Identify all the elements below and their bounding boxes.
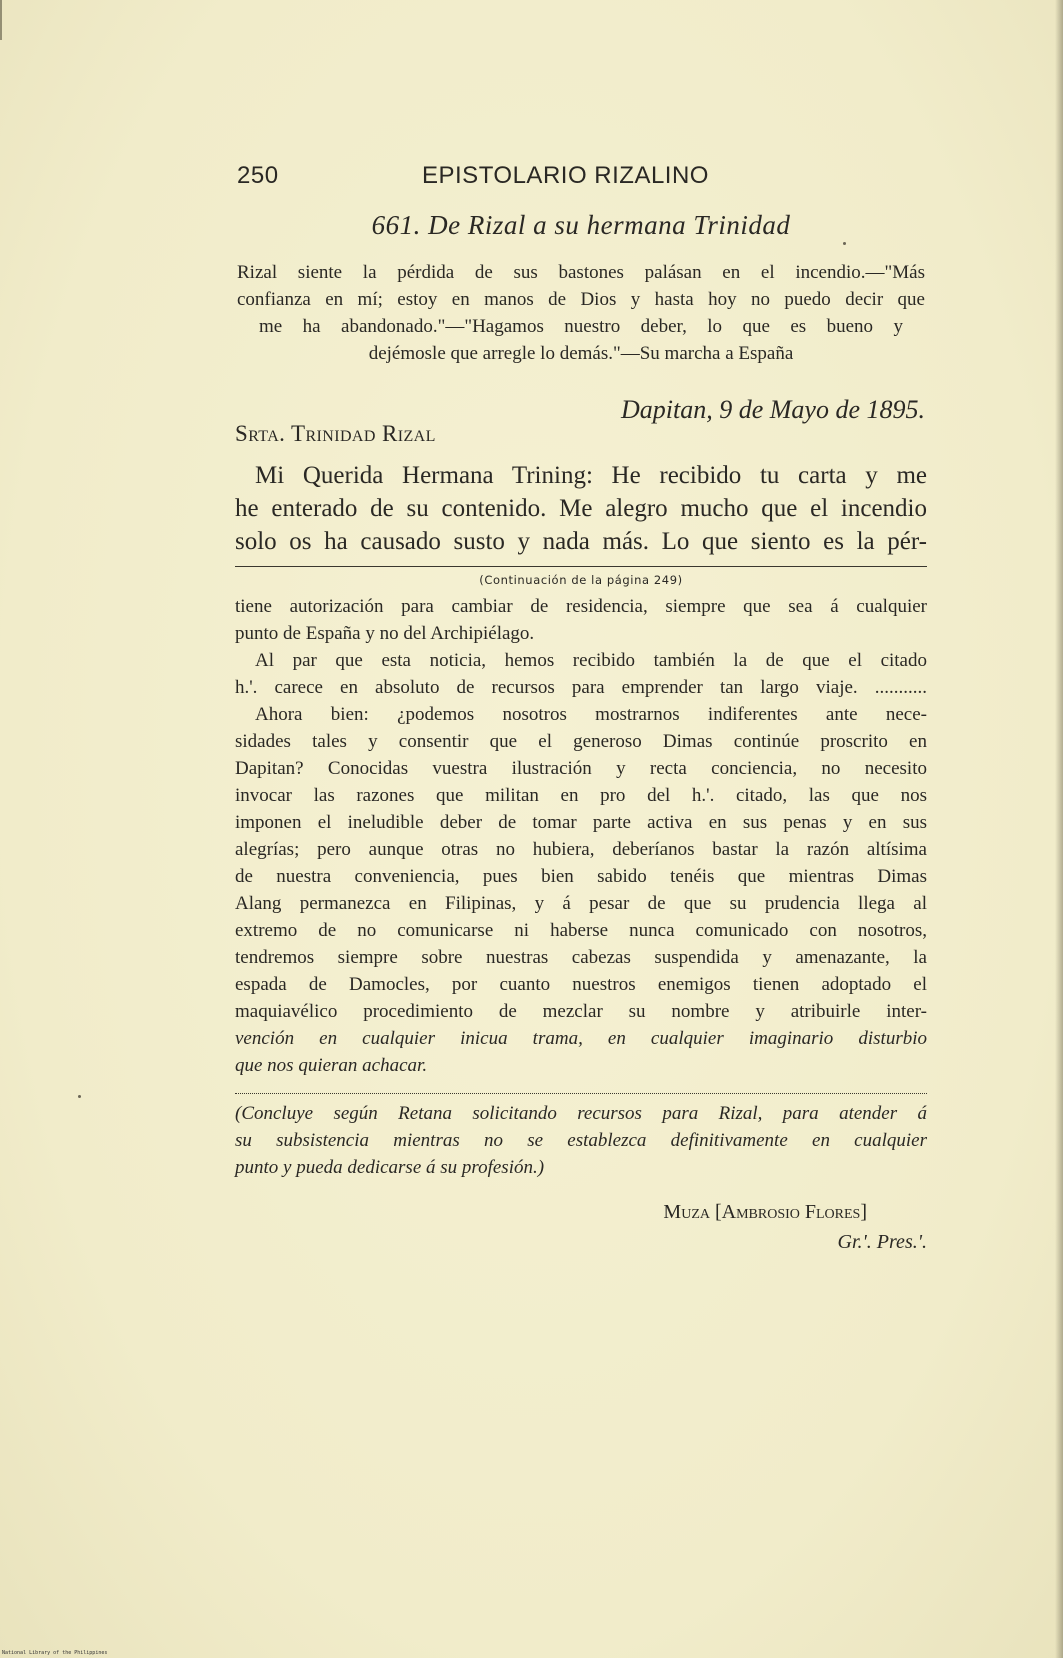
footnote-line: de nuestra conveniencia, pues bien sabido tenéis que mientras Dimas (235, 866, 927, 887)
footnote-line: invocar las razones que militan en pro del h.'. citado, las que nos (235, 785, 927, 806)
footnote (235, 593, 927, 1257)
summary-line: Rizal siente la pérdida de sus bastones palásan en el incendio.—"Más (237, 262, 925, 283)
footnote-line: tiene autorización para cambiar de residencia, siempre que sea á cualquier (235, 596, 927, 617)
footnote-line: h.'. carece en absoluto de recursos para emprender tan largo viaje. ........... (235, 677, 927, 698)
footnote-line: Dapitan? Conocidas vuestra ilustración y recta conciencia, no necesito (235, 758, 927, 779)
conclusion-line: punto y pueda dedicarse á su profesión.) (235, 1157, 545, 1178)
footnote-line: tendremos siempre sobre nuestras cabezas suspendida y amenazante, la (235, 947, 927, 968)
footnote-conclusion (235, 1100, 927, 1181)
body-line: solo os ha causado susto y nada más. Lo que siento es la pér- (235, 528, 927, 555)
letter-dateline: Dapitan, 9 de Mayo de 1895. (620, 395, 925, 424)
footnote-line: imponen el ineludible deber de tomar parte activa en sus penas y en sus (235, 812, 927, 833)
body-line: he enterado de su contenido. Me alegro mucho que el incendio (235, 495, 927, 522)
signature-name: Muza [Ambrosio Flores] (663, 1201, 867, 1223)
conclusion-line: (Concluye según Retana solicitando recursos para Rizal, para atender á (235, 1103, 927, 1124)
book-title: EPISTOLARIO RIZALINO (422, 162, 709, 189)
footnote-line: punto de España y no del Archipiélago. (235, 623, 535, 644)
footnote-line: que nos quieran achacar. (235, 1055, 428, 1076)
letter-title: 661. De Rizal a su hermana Trinidad (371, 210, 791, 240)
margin-speck (78, 1095, 81, 1098)
footnote-line: alegrías; pero aunque otras no hubiera, deberíanos bastar la razón altísima (235, 839, 927, 860)
letter-body (235, 459, 927, 558)
summary-line: dejémosle que arregle lo demás."—Su marcha a España (368, 343, 794, 364)
page-edge-shadow (1055, 0, 1063, 1658)
footnote-line: vención en cualquier inicua trama, en cualquier imaginario disturbio (235, 1028, 927, 1049)
running-head (235, 150, 927, 190)
footnote-line: sidades tales y consentir que el generoso Dimas continúe proscrito en (235, 731, 927, 752)
footnote-line: maquiavélico procedimiento de mezclar su nombre y atribuirle inter- (235, 1001, 927, 1022)
footnote-line: Ahora bien: ¿podemos nosotros mostrarnos indiferentes ante nece- (255, 704, 927, 725)
conclusion-line: su subsistencia mientras no se establezca definitivamente en cualquier (235, 1130, 927, 1151)
footnote-line: espada de Damocles, por cuanto nuestros enemigos tienen adoptado el (235, 974, 927, 995)
letter-addressee: Srta. Trinidad Rizal (235, 421, 436, 446)
margin-speck (843, 242, 846, 245)
footnote-line: Al par que esta noticia, hemos recibido también la de que el citado (255, 650, 927, 671)
footnote-line: extremo de no comunicarse ni haberse nunca comunicado con nosotros, (235, 920, 927, 941)
footnote-rule (235, 566, 927, 567)
page-content (235, 150, 927, 1257)
footnote-line: Alang permanezca en Filipinas, y á pesar de que su prudencia llega al (235, 893, 927, 914)
continuation-note: (Continuación de la página 249) (479, 573, 683, 587)
summary-line: confianza en mí; estoy en manos de Dios y hasta hoy no puedo decir que (237, 289, 925, 310)
page-number: 250 (237, 162, 279, 189)
letter-summary (235, 259, 927, 367)
library-watermark: National Library of the Philippines (2, 1650, 108, 1656)
dotted-separator (235, 1093, 927, 1094)
signature-title: Gr.'. Pres.'. (837, 1231, 927, 1253)
summary-line: me ha abandonado."—"Hagamos nuestro deber, lo que es bueno y (259, 316, 903, 337)
signature (235, 1197, 927, 1257)
margin-mark (0, 0, 8, 40)
body-line: Mi Querida Hermana Trining: He recibido tu carta y me (255, 462, 927, 489)
